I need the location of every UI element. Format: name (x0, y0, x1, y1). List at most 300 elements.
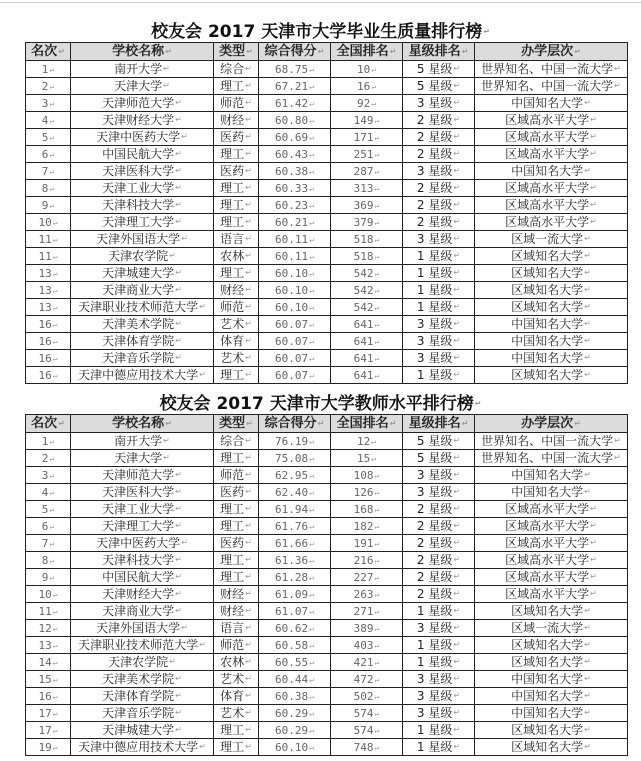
cell-type (214, 180, 259, 197)
type-text: 综合 ↵ (220, 62, 252, 77)
cell-overall-score (259, 333, 331, 350)
star-rating-text: 2 星级 ↵ (417, 198, 460, 213)
page-top-border (0, 2, 641, 3)
cell-national-rank (331, 180, 403, 197)
overall-score-text: 60.58 ↵ (275, 638, 314, 653)
school-name-text: 天津大学 ↵ (114, 79, 170, 94)
star-rating-text: 1 星级 ↵ (417, 283, 460, 298)
star-rating-text: 3 星级 ↵ (417, 232, 460, 247)
table-row (26, 299, 628, 316)
cell-type (214, 552, 259, 569)
cell-rank (26, 163, 71, 180)
star-rating-text: 3 星级 ↵ (417, 351, 460, 366)
cell-national-rank (331, 214, 403, 231)
cell-national-rank (331, 95, 403, 112)
cell-school-level (475, 467, 628, 484)
table-row (26, 569, 628, 586)
cell-type (214, 569, 259, 586)
school-name-text: 南开大学 ↵ (114, 62, 170, 77)
overall-score-text: 60.43 ↵ (275, 147, 314, 162)
cell-star-rating (403, 739, 475, 756)
rank-text: 8 ↵ (42, 553, 54, 568)
cell-type (214, 654, 259, 671)
school-level-text: 中国知名大学 ↵ (511, 351, 591, 366)
school-name-text: 天津中医药大学 ↵ (96, 536, 188, 551)
header-cell (259, 415, 331, 433)
school-name-text: 天津科技大学 ↵ (102, 553, 182, 568)
cell-type (214, 282, 259, 299)
cell-star-rating (403, 518, 475, 535)
cell-overall-score (259, 722, 331, 739)
cell-school-name (71, 146, 214, 163)
overall-score-text: 60.10 ↵ (275, 300, 314, 315)
overall-score-text: 76.19 ↵ (275, 434, 314, 449)
star-rating-text: 1 星级 ↵ (417, 368, 460, 383)
school-level-text: 中国知名大学 ↵ (511, 317, 591, 332)
overall-score-text: 60.29 ↵ (275, 723, 314, 738)
star-rating-text: 2 星级 ↵ (417, 147, 460, 162)
table-row (26, 350, 628, 367)
school-level-text: 区域一流大学 ↵ (511, 621, 591, 636)
cell-school-level (475, 95, 628, 112)
star-rating-text: 3 星级 ↵ (417, 689, 460, 704)
school-level-text: 中国知名大学 ↵ (511, 468, 591, 483)
rank-text: 17 ↵ (38, 706, 57, 721)
national-rank-text: 542 ↵ (354, 300, 380, 315)
rank-text: 10 ↵ (38, 215, 57, 230)
type-text: 综合 ↵ (220, 434, 252, 449)
star-rating-text: 3 星级 ↵ (417, 672, 460, 687)
rank-text: 4 ↵ (42, 485, 54, 500)
star-rating-text: 5 星级 ↵ (417, 451, 460, 466)
table-row (26, 112, 628, 129)
cell-school-name (71, 433, 214, 450)
cell-rank (26, 467, 71, 484)
rank-text: 7 ↵ (42, 164, 54, 179)
cell-overall-score (259, 620, 331, 637)
school-name-text: 天津职业技术师范大学 ↵ (78, 300, 206, 315)
rank-text: 3 ↵ (42, 468, 54, 483)
cell-rank (26, 552, 71, 569)
cell-school-name (71, 214, 214, 231)
cell-star-rating (403, 620, 475, 637)
table-row (26, 586, 628, 603)
school-level-text: 中国知名大学 ↵ (511, 164, 591, 179)
school-name-text: 天津中德应用技术大学 ↵ (78, 368, 206, 383)
header-cell (403, 415, 475, 433)
cell-rank (26, 433, 71, 450)
star-rating-text: 3 星级 ↵ (417, 468, 460, 483)
national-rank-text: 313 ↵ (354, 181, 380, 196)
cell-type (214, 299, 259, 316)
school-level-text: 区域高水平大学 ↵ (505, 570, 597, 585)
cell-school-level (475, 350, 628, 367)
cell-overall-score (259, 316, 331, 333)
table-row (26, 705, 628, 722)
cell-rank (26, 282, 71, 299)
overall-score-text: 60.62 ↵ (275, 621, 314, 636)
cell-overall-score (259, 61, 331, 78)
rank-text: 9 ↵ (42, 198, 54, 213)
cell-school-level (475, 61, 628, 78)
overall-score-text: 60.69 ↵ (275, 130, 314, 145)
cell-school-level (475, 518, 628, 535)
cell-school-name (71, 61, 214, 78)
cell-school-level (475, 299, 628, 316)
cell-overall-score (259, 688, 331, 705)
type-text: 理工 ↵ (220, 215, 252, 230)
cell-type (214, 501, 259, 518)
cell-overall-score (259, 78, 331, 95)
cell-national-rank (331, 129, 403, 146)
table-row (26, 197, 628, 214)
cell-school-name (71, 316, 214, 333)
table-row (26, 78, 628, 95)
cell-rank (26, 197, 71, 214)
cell-overall-score (259, 671, 331, 688)
school-level-text: 中国知名大学 ↵ (511, 485, 591, 500)
type-text: 理工 ↵ (220, 723, 252, 738)
cell-rank (26, 95, 71, 112)
cell-school-name (71, 180, 214, 197)
cell-school-level (475, 282, 628, 299)
cell-school-level (475, 586, 628, 603)
type-text: 师范 ↵ (220, 300, 252, 315)
cell-school-name (71, 265, 214, 282)
cell-school-name (71, 282, 214, 299)
table-row (26, 654, 628, 671)
table-row (26, 450, 628, 467)
national-rank-text: 216 ↵ (354, 553, 380, 568)
school-name-text: 天津音乐学院 ↵ (102, 706, 182, 721)
cell-school-level (475, 163, 628, 180)
cell-star-rating (403, 350, 475, 367)
cell-national-rank (331, 501, 403, 518)
type-text: 理工 ↵ (220, 570, 252, 585)
national-rank-text: 403 ↵ (354, 638, 380, 653)
school-level-text: 中国知名大学 ↵ (511, 689, 591, 704)
cell-type (214, 214, 259, 231)
star-rating-text: 2 星级 ↵ (417, 113, 460, 128)
national-rank-text: 542 ↵ (354, 266, 380, 281)
cell-national-rank (331, 484, 403, 501)
cell-star-rating (403, 197, 475, 214)
cell-rank (26, 671, 71, 688)
rank-text: 3 ↵ (42, 96, 54, 111)
rank-text: 10 ↵ (38, 587, 57, 602)
national-rank-text: 518 ↵ (354, 232, 380, 247)
national-rank-text: 379 ↵ (354, 215, 380, 230)
table-row (26, 316, 628, 333)
national-rank-text: 171 ↵ (354, 130, 380, 145)
cell-overall-score (259, 603, 331, 620)
cell-type (214, 603, 259, 620)
cell-school-name (71, 552, 214, 569)
star-rating-text: 1 星级 ↵ (417, 655, 460, 670)
rank-text: 16 ↵ (38, 368, 57, 383)
type-text: 师范 ↵ (220, 96, 252, 111)
header-cell (259, 43, 331, 61)
star-rating-text: 2 星级 ↵ (417, 181, 460, 196)
cell-star-rating (403, 299, 475, 316)
cell-star-rating (403, 569, 475, 586)
cell-type (214, 316, 259, 333)
cell-school-name (71, 95, 214, 112)
cell-overall-score (259, 163, 331, 180)
cell-type (214, 688, 259, 705)
cell-overall-score (259, 637, 331, 654)
table-row (26, 265, 628, 282)
cell-star-rating (403, 180, 475, 197)
cell-national-rank (331, 518, 403, 535)
cell-school-level (475, 316, 628, 333)
school-level-text: 区域知名大学 ↵ (511, 249, 591, 264)
national-rank-text: 369 ↵ (354, 198, 380, 213)
star-rating-text: 2 星级 ↵ (417, 553, 460, 568)
rank-text: 13 ↵ (38, 283, 57, 298)
school-name-text: 中国民航大学 ↵ (102, 147, 182, 162)
type-text: 理工 ↵ (220, 451, 252, 466)
table-row (26, 603, 628, 620)
school-name-text: 天津职业技术师范大学 ↵ (78, 638, 206, 653)
cell-type (214, 112, 259, 129)
rank-text: 4 ↵ (42, 113, 54, 128)
cell-type (214, 146, 259, 163)
cell-school-name (71, 739, 214, 756)
cell-star-rating (403, 95, 475, 112)
cell-star-rating (403, 248, 475, 265)
type-text: 语言 ↵ (220, 621, 252, 636)
national-rank-text: 641 ↵ (354, 351, 380, 366)
cell-rank (26, 231, 71, 248)
rank-text: 11 ↵ (38, 232, 57, 247)
cell-rank (26, 637, 71, 654)
cell-national-rank (331, 112, 403, 129)
cell-rank (26, 722, 71, 739)
cell-type (214, 705, 259, 722)
type-text: 医药 ↵ (220, 164, 252, 179)
school-name-text: 天津商业大学 ↵ (102, 283, 182, 298)
table-row (26, 722, 628, 739)
national-rank-text: 748 ↵ (354, 740, 380, 755)
school-level-text: 区域知名大学 ↵ (511, 300, 591, 315)
column-header-rank: 名次 ↵ (31, 44, 65, 59)
overall-score-text: 61.28 ↵ (275, 570, 314, 585)
school-name-text: 天津师范大学 ↵ (102, 468, 182, 483)
cell-star-rating (403, 316, 475, 333)
school-level-text: 世界知名、中国一流大学 ↵ (481, 62, 621, 77)
overall-score-text: 60.10 ↵ (275, 266, 314, 281)
cell-star-rating (403, 501, 475, 518)
cell-overall-score (259, 265, 331, 282)
cell-school-name (71, 248, 214, 265)
rank-text: 1 ↵ (42, 434, 54, 449)
cell-school-level (475, 535, 628, 552)
cell-national-rank (331, 620, 403, 637)
cell-school-level (475, 78, 628, 95)
school-level-text: 世界知名、中国一流大学 ↵ (481, 434, 621, 449)
star-rating-text: 2 星级 ↵ (417, 215, 460, 230)
cell-school-name (71, 654, 214, 671)
school-name-text: 天津中德应用技术大学 ↵ (78, 740, 206, 755)
school-level-text: 中国知名大学 ↵ (511, 334, 591, 349)
cell-star-rating (403, 129, 475, 146)
overall-score-text: 60.07 ↵ (275, 368, 314, 383)
type-text: 农林 ↵ (220, 249, 252, 264)
cell-national-rank (331, 535, 403, 552)
cell-type (214, 518, 259, 535)
national-rank-text: 574 ↵ (354, 706, 380, 721)
cell-school-level (475, 333, 628, 350)
cell-type (214, 620, 259, 637)
star-rating-text: 2 星级 ↵ (417, 519, 460, 534)
cell-star-rating (403, 112, 475, 129)
cell-star-rating (403, 467, 475, 484)
national-rank-text: 641 ↵ (354, 334, 380, 349)
column-header-school-name: 学校名称 ↵ (112, 416, 172, 431)
type-text: 体育 ↵ (220, 689, 252, 704)
table-row (26, 61, 628, 78)
table-row (26, 518, 628, 535)
cell-school-name (71, 722, 214, 739)
cell-rank (26, 620, 71, 637)
cell-star-rating (403, 282, 475, 299)
column-header-school-name: 学校名称 ↵ (112, 44, 172, 59)
school-level-text: 区域知名大学 ↵ (511, 266, 591, 281)
cell-national-rank (331, 163, 403, 180)
school-level-text: 区域知名大学 ↵ (511, 655, 591, 670)
cell-overall-score (259, 433, 331, 450)
cell-national-rank (331, 433, 403, 450)
cell-type (214, 163, 259, 180)
table-row (26, 367, 628, 384)
type-text: 财经 ↵ (220, 604, 252, 619)
school-name-text: 天津工业大学 ↵ (102, 502, 182, 517)
national-rank-text: 191 ↵ (354, 536, 380, 551)
table-row (26, 214, 628, 231)
overall-score-text: 60.80 ↵ (275, 113, 314, 128)
type-text: 理工 ↵ (220, 553, 252, 568)
star-rating-text: 3 星级 ↵ (417, 621, 460, 636)
cell-school-name (71, 535, 214, 552)
star-rating-text: 1 星级 ↵ (417, 740, 460, 755)
star-rating-text: 5 星级 ↵ (417, 62, 460, 77)
cell-overall-score (259, 705, 331, 722)
header-cell (331, 415, 403, 433)
cell-national-rank (331, 705, 403, 722)
school-level-text: 区域高水平大学 ↵ (505, 215, 597, 230)
cell-national-rank (331, 739, 403, 756)
school-name-text: 天津医科大学 ↵ (102, 485, 182, 500)
cell-school-name (71, 569, 214, 586)
national-rank-text: 287 ↵ (354, 164, 380, 179)
national-rank-text: 542 ↵ (354, 283, 380, 298)
cell-national-rank (331, 248, 403, 265)
header-cell (71, 415, 214, 433)
type-text: 语言 ↵ (220, 232, 252, 247)
school-level-text: 区域高水平大学 ↵ (505, 536, 597, 551)
rank-text: 16 ↵ (38, 334, 57, 349)
cell-overall-score (259, 231, 331, 248)
national-rank-text: 518 ↵ (354, 249, 380, 264)
overall-score-text: 61.07 ↵ (275, 604, 314, 619)
school-level-text: 区域知名大学 ↵ (511, 638, 591, 653)
overall-score-text: 60.07 ↵ (275, 334, 314, 349)
star-rating-text: 2 星级 ↵ (417, 130, 460, 145)
cell-star-rating (403, 603, 475, 620)
cell-star-rating (403, 265, 475, 282)
cell-school-name (71, 518, 214, 535)
cell-national-rank (331, 299, 403, 316)
star-rating-text: 3 星级 ↵ (417, 334, 460, 349)
cell-school-level (475, 231, 628, 248)
star-rating-text: 3 星级 ↵ (417, 317, 460, 332)
type-text: 理工 ↵ (220, 181, 252, 196)
overall-score-text: 67.21 ↵ (275, 79, 314, 94)
cell-school-level (475, 637, 628, 654)
table-row (26, 180, 628, 197)
header-row (26, 415, 628, 433)
table-row (26, 535, 628, 552)
cell-star-rating (403, 705, 475, 722)
rank-text: 13 ↵ (38, 266, 57, 281)
cell-overall-score (259, 739, 331, 756)
cell-school-name (71, 501, 214, 518)
cell-school-name (71, 603, 214, 620)
cell-school-level (475, 214, 628, 231)
star-rating-text: 3 星级 ↵ (417, 164, 460, 179)
cell-type (214, 433, 259, 450)
rank-text: 2 ↵ (42, 451, 54, 466)
cell-rank (26, 214, 71, 231)
cell-school-level (475, 265, 628, 282)
school-name-text: 天津理工大学 ↵ (102, 519, 182, 534)
rank-text: 1 ↵ (42, 62, 54, 77)
type-text: 医药 ↵ (220, 536, 252, 551)
star-rating-text: 2 星级 ↵ (417, 502, 460, 517)
table-row (26, 637, 628, 654)
school-level-text: 中国知名大学 ↵ (511, 96, 591, 111)
cell-rank (26, 78, 71, 95)
school-name-text: 天津体育学院 ↵ (102, 689, 182, 704)
cell-national-rank (331, 569, 403, 586)
rank-text: 5 ↵ (42, 130, 54, 145)
cell-rank (26, 518, 71, 535)
cell-school-name (71, 467, 214, 484)
cell-overall-score (259, 350, 331, 367)
cell-national-rank (331, 722, 403, 739)
column-header-rank: 名次 ↵ (31, 416, 65, 431)
school-level-text: 区域知名大学 ↵ (511, 723, 591, 738)
rank-text: 19 ↵ (38, 740, 57, 755)
cell-overall-score (259, 299, 331, 316)
school-name-text: 天津农学院 ↵ (108, 655, 176, 670)
column-header-type: 类型 ↵ (219, 44, 253, 59)
cell-star-rating (403, 367, 475, 384)
type-text: 理工 ↵ (220, 519, 252, 534)
cell-overall-score (259, 535, 331, 552)
cell-star-rating (403, 535, 475, 552)
school-name-text: 天津科技大学 ↵ (102, 198, 182, 213)
star-rating-text: 3 星级 ↵ (417, 96, 460, 111)
school-name-text: 天津财经大学 ↵ (102, 587, 182, 602)
star-rating-text: 1 星级 ↵ (417, 604, 460, 619)
cell-school-level (475, 569, 628, 586)
header-cell (475, 415, 628, 433)
school-level-text: 区域一流大学 ↵ (511, 232, 591, 247)
star-rating-text: 1 星级 ↵ (417, 266, 460, 281)
national-rank-text: 641 ↵ (354, 368, 380, 383)
